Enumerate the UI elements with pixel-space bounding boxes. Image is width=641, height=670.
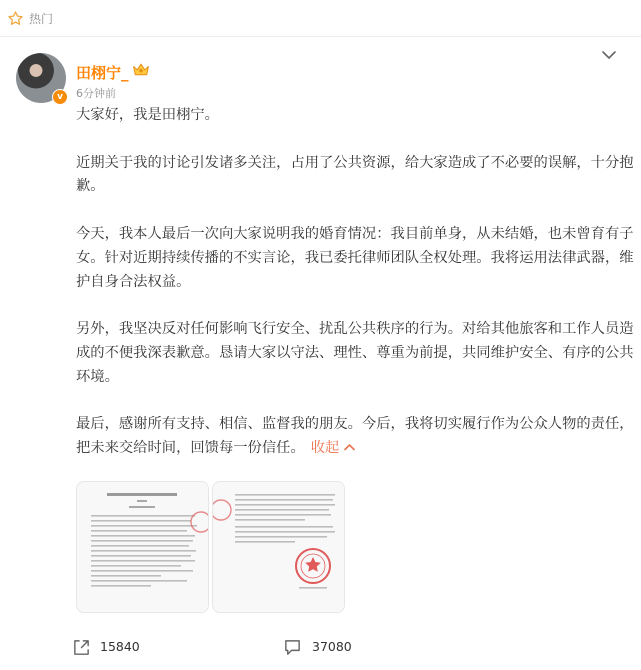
collapse-button[interactable]: [311, 440, 355, 456]
chevron-up-icon: [344, 443, 355, 451]
paragraph: 近期关于我的讨论引发诸多关注，占用了公共资源，给大家造成了不必要的误解，十分抱歉。: [76, 154, 634, 195]
share-icon[interactable]: [72, 638, 91, 657]
verified-badge: v: [52, 89, 68, 105]
divider: [0, 36, 641, 37]
user-name[interactable]: 田栩宁_: [76, 64, 129, 82]
document-image-1[interactable]: [76, 481, 209, 613]
share-count[interactable]: 15840: [100, 639, 140, 654]
post-content: [76, 104, 641, 461]
vip-crown-icon[interactable]: [131, 60, 151, 78]
action-bar: [0, 628, 641, 668]
paragraph-last: [76, 413, 641, 461]
hot-bar: [0, 0, 641, 36]
hot-label: 热门: [29, 11, 54, 26]
paragraph: 大家好，我是田栩宁。: [76, 107, 219, 123]
comment-icon[interactable]: [283, 638, 302, 657]
chevron-down-icon[interactable]: [601, 48, 617, 62]
document-image-2[interactable]: [212, 481, 345, 613]
collapse-label: 收起: [310, 440, 340, 457]
post-time[interactable]: 6分钟前: [76, 87, 116, 100]
paragraph: 另外，我坚决反对任何影响飞行安全、扰乱公共秩序的行为。对给其他旅客和工作人员造成的不便我深表歉意。恳请大家以守法、理性、尊重为前提，共同维护安全、有序的公共环境。: [76, 321, 634, 385]
star-icon: [7, 10, 24, 27]
comment-count[interactable]: 37080: [312, 639, 352, 654]
paragraph: 最后，感谢所有支持、相信、监督我的朋友。今后，我将切实履行作为公众人物的责任，把未来交给时间，回馈每一份信任。: [76, 416, 634, 457]
paragraph: 今天，我本人最后一次向大家说明我的婚育情况：我目前单身，从未结婚，也未曾育有子女。针对近期持续传播的不实言论，我已委托律师团队全权处理。我将运用法律武器，维护自身合法权益。: [76, 225, 634, 290]
